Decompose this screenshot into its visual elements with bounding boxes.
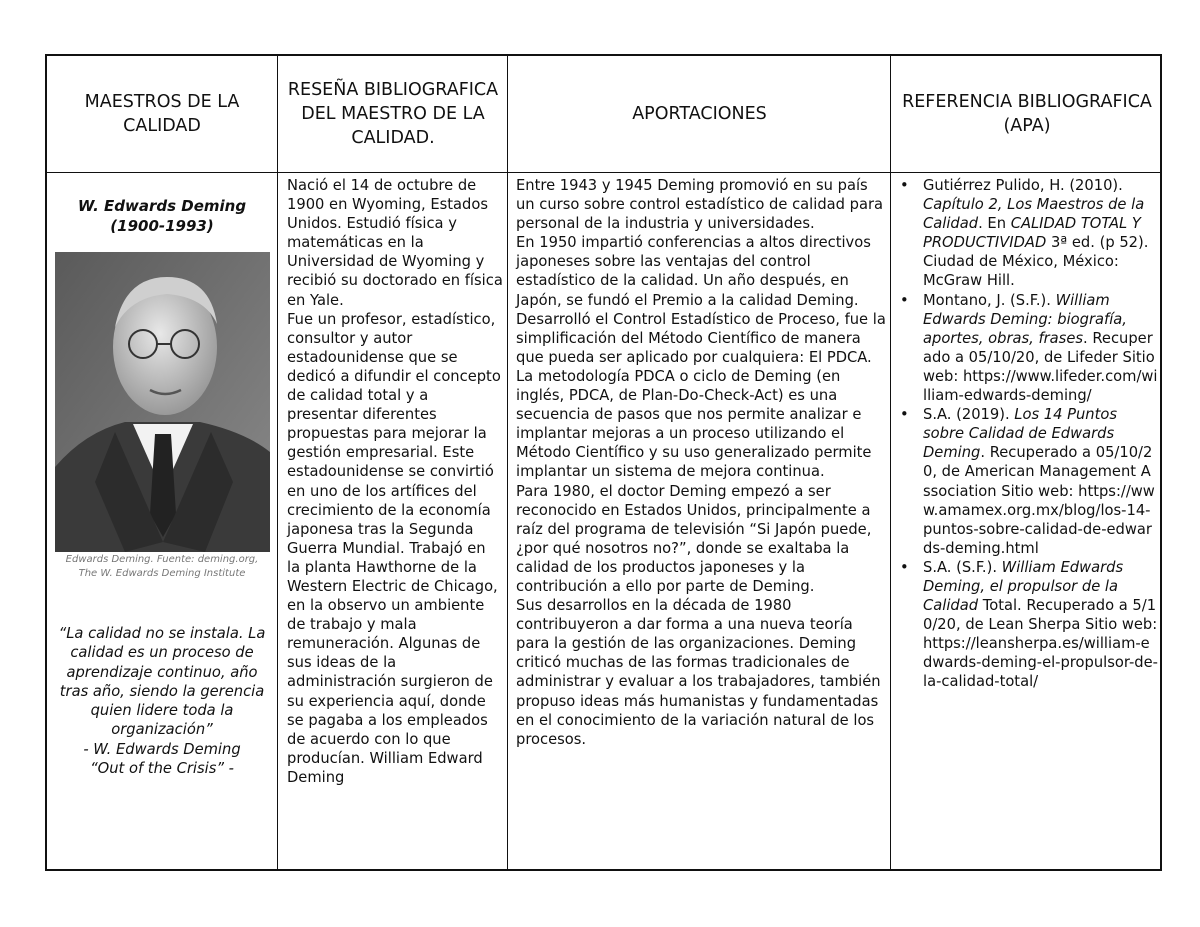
quote-source: “Out of the Crisis” - — [90, 760, 234, 778]
header-biography: RESEÑA BIBLIOGRAFICA DEL MAESTRO DE LA CALIDAD. — [287, 80, 499, 148]
contribution-paragraph: En 1950 impartió conferencias a altos directivos japoneses sobre las ventajas del control estadístico de la calidad. Un año después, en Japón, se fundó el Premio a la calidad Deming. — [516, 234, 871, 309]
reference-item — [896, 558, 1158, 692]
reference-item — [896, 291, 1158, 406]
quote-text: “La calidad no se instala. La calidad es un proceso de aprendizaje continuo, año tras año, siendo la gerencia quien lidere toda la organización” — [58, 625, 266, 739]
reference-item — [896, 176, 1158, 291]
reference-title: Los 14 Puntos sobre Calidad de Edwards Deming — [923, 406, 1118, 462]
column-divider — [890, 56, 891, 869]
masters-table — [45, 54, 1162, 871]
contribution-paragraph: Desarrolló el Control Estadístico de Proceso, fue la simplificación del Método Científico de manera que pueda ser aplicado por cualquiera: El PDCA. La metodología PDCA o ciclo de Deming (en inglés, PDCA, de Plan-Do-Check-Act) es una secuencia de pasos que nos permite analizar e implantar mejoras a un proceso utilizando el Método Científico y su uso generalizado permite implantar un sistema de mejora continua. — [516, 310, 886, 481]
contribution-paragraph: Sus desarrollos en la década de 1980 contribuyeron a dar forma a una nueva teoría para la gestión de las organizaciones. Deming criticó muchas de las formas tradicionales de administrar y evaluar a los trabajadores, también propuso ideas más humanistas y fundamentadas en el conocimiento de la variación natural de los procesos. — [516, 597, 881, 748]
references-cell — [892, 174, 1162, 692]
reference-text: S.A. (S.F.). — [923, 558, 1002, 576]
master-cell — [47, 174, 277, 778]
bullet-icon: • — [900, 177, 909, 194]
reference-text: Gutiérrez Pulido, H. (2010). — [923, 177, 1123, 194]
deming-portrait-photo — [55, 252, 270, 552]
biography-paragraph: Nació el 14 de octubre de 1900 en Wyoming, Estados Unidos. Estudió física y matemáticas en la Universidad de Wyoming y recibió su doctorado en física en Yale. — [287, 177, 503, 309]
header-masters: MAESTROS DE LA CALIDAD — [84, 92, 240, 136]
deming-quote — [55, 624, 269, 778]
reference-text: . Recuperado a 05/10/20, de Lifeder Sitio web: https://www.lifeder.com/william-edwards-deming/ — [923, 329, 1158, 405]
reference-title: William Edwards Deming, el propulsor de la Calidad — [923, 558, 1124, 615]
column-divider — [507, 56, 508, 869]
reference-title: Capítulo 2, Los Maestros de la Calidad — [923, 196, 1145, 233]
reference-text: Montano, J. (S.F.). — [923, 291, 1056, 309]
bullet-icon: • — [900, 406, 909, 424]
reference-text: . En — [978, 215, 1011, 233]
reference-title: William Edwards Deming: biografía, aportes, obras, frases — [923, 291, 1127, 347]
quote-author: - W. Edwards Deming — [83, 740, 241, 758]
master-name: W. Edwards Deming — [77, 197, 247, 215]
reference-item — [896, 405, 1158, 558]
contribution-paragraph: Entre 1943 y 1945 Deming promovió en su país un curso sobre control estadístico de calidad para personal de la industria y universidades. — [516, 177, 883, 233]
bullet-icon: • — [900, 291, 909, 309]
reference-book-title: CALIDAD TOTAL Y PRODUCTIVIDAD — [923, 215, 1141, 252]
reference-list — [896, 176, 1158, 692]
biography-cell — [279, 174, 507, 787]
contribution-paragraph: Para 1980, el doctor Deming empezó a ser reconocido en Estados Unidos, principalmente a raíz del programa de televisión “Si Japón puede, ¿por qué nosotros no?”, donde se exaltaba la calidad de los productos japoneses y la contribución a ello por parte de Deming. — [516, 482, 872, 595]
photo-caption-line1: Edwards Deming. Fuente: deming.org, — [65, 554, 259, 565]
biography-paragraph: Fue un profesor, estadístico, consultor y autor estadounidense que se dedicó a difundir el concepto de calidad total y a presentar diferentes propuestas para mejorar la gestión empresarial. Este estadounidense se convirtió en uno de los artífices del crecimiento de la economía japonesa tras la Segunda Guerra Mundial. Trabajó en la planta Hawthorne de la Western Electric de Chicago, en la observo un ambiente de trabajo y mala remuneración. Algunas de sus ideas de la administración surgieron de su experiencia aquí, donde se pagaba a los empleados de acuerdo con lo que producían. William Edward Deming — [287, 310, 501, 786]
reference-text: 3ª ed. (p 52). Ciudad de México, México: McGraw Hill. — [923, 234, 1149, 290]
reference-text: Total. Recuperado a 5/10/20, de Lean Sherpa Sitio web: https://leansherpa.es/william-edwards-deming-el-propulsor-de-la-calidad-total/ — [923, 597, 1158, 691]
reference-text: . Recuperado a 05/10/20, de American Management Association Sitio web: https://www.amamex.org.mx/blog/los-14-puntos-sobre-calidad-de-edwards-deming.html — [923, 444, 1155, 557]
contributions-cell — [509, 174, 890, 749]
bullet-icon: • — [900, 558, 909, 576]
column-divider — [277, 56, 278, 869]
header-references: REFERENCIA BIBLIOGRAFICA (APA) — [902, 92, 1152, 136]
photo-caption-line2: The W. Edwards Deming Institute — [78, 568, 246, 579]
header-contributions: APORTACIONES — [632, 104, 767, 124]
header-divider — [47, 172, 1160, 173]
master-years: (1900-1993) — [110, 217, 214, 235]
reference-text: S.A. (2019). — [923, 406, 1015, 424]
